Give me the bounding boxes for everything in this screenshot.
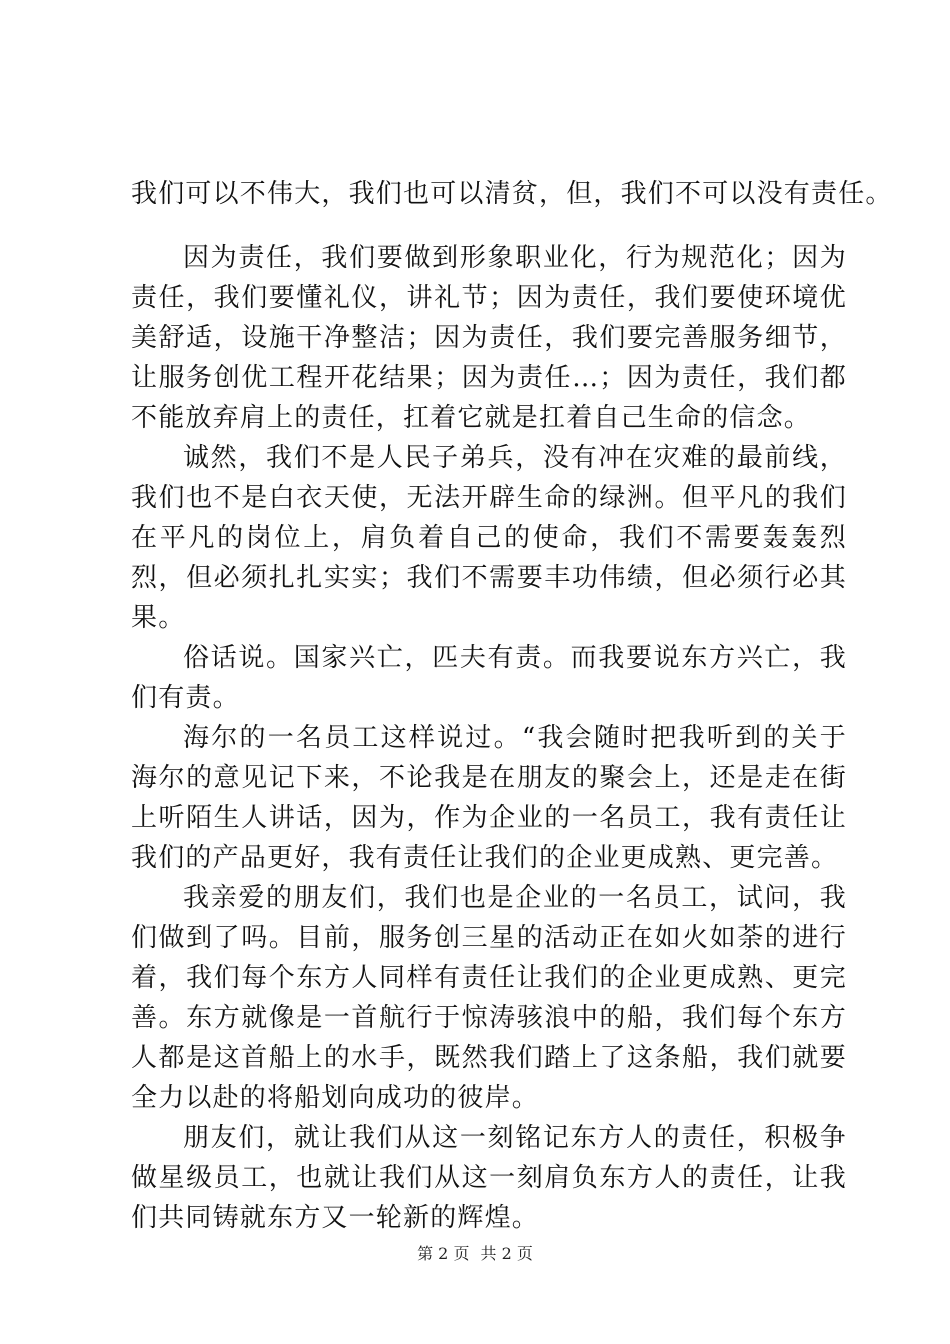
page-footer (0, 1244, 950, 1264)
paragraph: 我亲爱的朋友们，我们也是企业的一名员工，试问，我们做到了吗。目前，服务创三星的活动正在如火如荼的进行着，我们每个东方人同样有责任让我们的企业更成熟、更完善。东方就像是一首航行于惊涛骇浪中的船，我们每个东方人都是这首船上的水手，既然我们踏上了这条船，我们就要全力以赴的将船划向成功的彼岸。 (131, 883, 847, 1113)
page-total: 共 2 页 (480, 1244, 533, 1263)
paragraph: 俗话说。国家兴亡，匹夫有责。而我要说东方兴亡，我们有责。 (131, 643, 847, 713)
paragraph: 诚然，我们不是人民子弟兵，没有冲在灾难的最前线，我们也不是白衣天使，无法开辟生命的绿洲。但平凡的我们在平凡的岗位上，肩负着自己的使命，我们不需要轰轰烈烈，但必须扎扎实实；我们不需要丰功伟绩，但必须行必其果。 (131, 443, 847, 633)
document-body (131, 174, 893, 1238)
lead-sentence: 我们可以不伟大，我们也可以清贫，但，我们不可以没有责任。 (131, 179, 893, 209)
page-number: 第 2 页 (417, 1244, 470, 1263)
paragraph: 朋友们，就让我们从这一刻铭记东方人的责任，积极争做星级员工，也就让我们从这一刻肩负东方人的责任，让我们共同铸就东方又一轮新的辉煌。 (131, 1123, 847, 1233)
paragraph: 海尔的一名员工这样说过。“我会随时把我听到的关于海尔的意见记下来，不论我是在朋友的聚会上，还是走在街上听陌生人讲话，因为，作为企业的一名员工，我有责任让我们的产品更好，我有责任让我们的企业更成熟、更完善。 (131, 723, 847, 873)
paragraph: 因为责任，我们要做到形象职业化，行为规范化；因为责任，我们要懂礼仪，讲礼节；因为责任，我们要使环境优美舒适，设施干净整洁；因为责任，我们要完善服务细节，让服务创优工程开花结果；因为责任…；因为责任，我们都不能放弃肩上的责任，扛着它就是扛着自己生命的信念。 (131, 243, 847, 433)
